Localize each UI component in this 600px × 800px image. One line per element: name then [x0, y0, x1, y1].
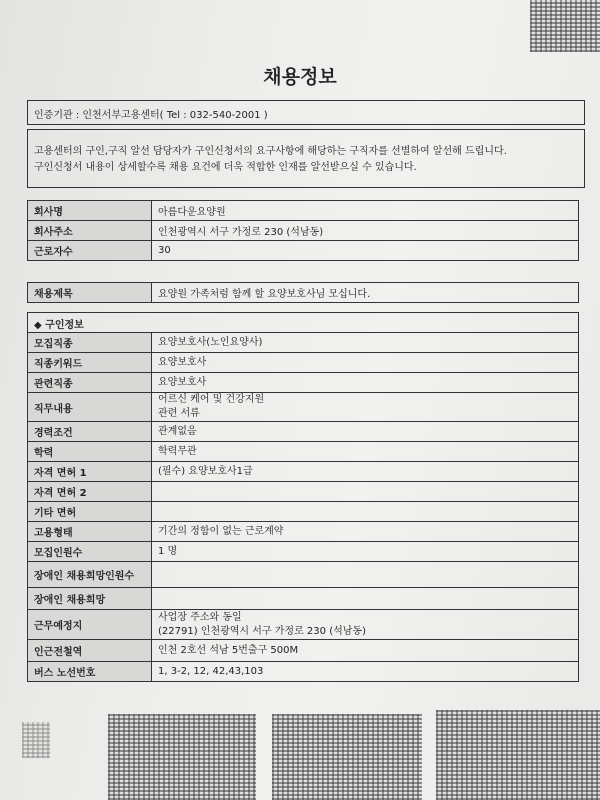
detail-value-line: (22791) 인천광역시 서구 가정로 230 (석남동) [158, 625, 366, 637]
job-title-value: 요양원 가족처럼 함께 할 요양보호사님 모십니다. [152, 283, 579, 303]
stamp-mark [22, 722, 50, 758]
detail-label: 자격 면허 2 [28, 482, 152, 502]
detail-value [152, 353, 579, 373]
detail-label: 기타 면허 [28, 502, 152, 522]
table-row [28, 562, 579, 588]
table-row [28, 333, 579, 353]
detail-value [152, 462, 579, 482]
job-detail-table [27, 332, 579, 682]
detail-value [152, 422, 579, 442]
detail-value-line: 요양보호사 [158, 356, 207, 368]
table-row [28, 353, 579, 373]
company-name-value: 아름다운요양원 [152, 201, 579, 221]
job-title-table [27, 282, 579, 303]
table-row [28, 588, 579, 610]
detail-label: 근무예정지 [28, 610, 152, 640]
detail-value-line: (필수) 요양보호사1급 [158, 465, 253, 477]
detail-label: 관련직종 [28, 373, 152, 393]
table-row [28, 422, 579, 442]
table-row [28, 462, 579, 482]
detail-value-line: 관계없음 [158, 425, 197, 437]
table-row [28, 221, 579, 241]
table-row [28, 610, 579, 640]
detail-label: 경력조건 [28, 422, 152, 442]
detail-label: 장애인 채용희망인원수 [28, 562, 152, 588]
detail-value [152, 542, 579, 562]
table-row [28, 522, 579, 542]
barcode-bottom-1 [108, 714, 256, 800]
detail-value [152, 393, 579, 422]
qr-code-top [530, 0, 600, 52]
job-title-label: 채용제목 [28, 283, 152, 303]
detail-value [152, 610, 579, 640]
detail-label: 모집인원수 [28, 542, 152, 562]
table-row [28, 201, 579, 221]
table-row [28, 283, 579, 303]
detail-label: 학력 [28, 442, 152, 462]
detail-value-line: 요양보호사(노인요양사) [158, 336, 263, 348]
detail-value [152, 502, 579, 522]
detail-value [152, 333, 579, 353]
table-row [28, 241, 579, 261]
detail-value-line: 1 명 [158, 545, 178, 557]
detail-value [152, 562, 579, 588]
detail-label: 자격 면허 1 [28, 462, 152, 482]
detail-value [152, 442, 579, 462]
table-row [28, 442, 579, 462]
company-address-label: 회사주소 [28, 221, 152, 241]
page-title: 채용정보 [263, 66, 337, 88]
company-table [27, 200, 579, 261]
detail-label: 인근전철역 [28, 640, 152, 662]
intro-text [27, 129, 585, 188]
intro-line: 구인신청서 내용이 상세할수록 채용 요건에 더욱 적합한 인재를 알선받으실 수 있습니다. [34, 162, 417, 173]
detail-value [152, 662, 579, 682]
company-address-value: 인천광역시 서구 가정로 230 (석남동) [152, 221, 579, 241]
company-name-label: 회사명 [28, 201, 152, 221]
detail-label: 장애인 채용희망 [28, 588, 152, 610]
org-line: 인증기관 : 인천서부고용센터( Tel : 032-540-2001 ) [27, 100, 585, 125]
table-row [28, 662, 579, 682]
detail-value [152, 588, 579, 610]
table-row [28, 373, 579, 393]
section-header: ◆ 구인정보 [27, 312, 579, 333]
employee-count-value: 30 [152, 241, 579, 261]
table-row [28, 482, 579, 502]
detail-label: 모집직종 [28, 333, 152, 353]
detail-value-line: 요양보호사 [158, 376, 207, 388]
table-row [28, 393, 579, 422]
detail-label: 직무내용 [28, 393, 152, 422]
detail-value [152, 522, 579, 542]
detail-label: 버스 노선번호 [28, 662, 152, 682]
table-row [28, 502, 579, 522]
detail-value-line: 인천 2호선 석남 5번출구 500M [158, 644, 299, 656]
detail-value-line: 관련 서류 [158, 408, 200, 419]
detail-value-line: 학력무관 [158, 445, 197, 457]
detail-value-line: 기간의 정함이 없는 근로계약 [158, 525, 284, 537]
detail-label: 직종키워드 [28, 353, 152, 373]
table-row [28, 640, 579, 662]
employee-count-label: 근로자수 [28, 241, 152, 261]
detail-value [152, 373, 579, 393]
detail-value-line: 사업장 주소와 동일 [158, 611, 242, 623]
barcode-bottom-3 [436, 710, 600, 800]
intro-line: 고용센터의 구인,구직 알선 담당자가 구인신청서의 요구사항에 해당하는 구직자를 선별하여 알선해 드립니다. [34, 146, 507, 157]
detail-value [152, 482, 579, 502]
barcode-bottom-2 [272, 714, 422, 800]
detail-value [152, 640, 579, 662]
detail-label: 고용형태 [28, 522, 152, 542]
detail-value-line: 어르신 케어 및 건강지원 [158, 394, 265, 405]
detail-value-line: 1, 3-2, 12, 42,43,103 [158, 665, 264, 677]
table-row [28, 542, 579, 562]
